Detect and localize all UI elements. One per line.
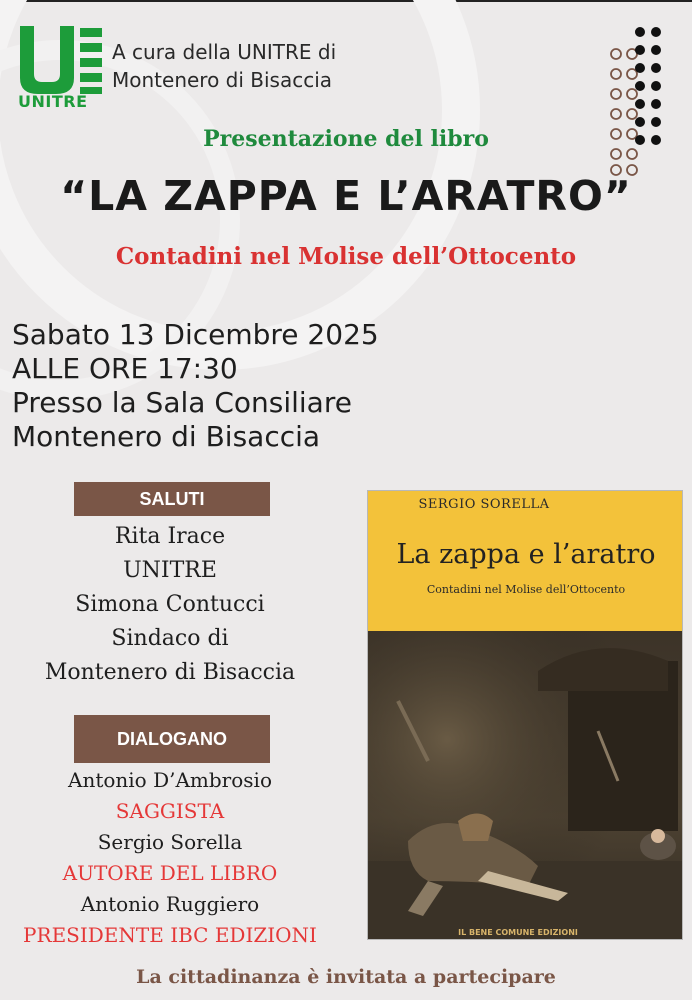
speaker-name: Antonio Ruggiero xyxy=(80,892,260,916)
event-time: ALLE ORE 17:30 xyxy=(12,352,238,385)
event-date: Sabato 13 Dicembre 2025 xyxy=(12,318,379,351)
saluti-label: SALUTI xyxy=(74,482,270,516)
speaker-role: PRESIDENTE IBC EDIZIONI xyxy=(23,923,317,947)
saluti-line: Montenero di Bisaccia xyxy=(44,660,296,685)
cover-title: La zappa e l’aratro xyxy=(396,539,656,570)
dialogano-list xyxy=(0,765,340,951)
logo-wordmark: UNITRE xyxy=(18,92,88,111)
invitation-footer: La cittadinanza è invitata a partecipare xyxy=(136,966,556,988)
curated-by xyxy=(112,38,336,94)
event-venue: Presso la Sala Consiliare xyxy=(12,386,352,419)
book-title: “LA ZAPPA E L’ARATRO” xyxy=(60,172,632,220)
cover-publisher: IL BENE COMUNE EDIZIONI xyxy=(458,928,578,937)
cover-painting-image xyxy=(368,631,683,940)
saluti-line: Rita Irace xyxy=(114,524,226,549)
book-cover xyxy=(367,490,683,940)
speaker-name: Sergio Sorella xyxy=(97,830,243,854)
saluti-line: Sindaco di xyxy=(111,626,229,651)
curated-line-1: A cura della UNITRE di xyxy=(112,40,337,64)
speaker-name: Antonio D’Ambrosio xyxy=(68,768,272,792)
speaker-role: AUTORE DEL LIBRO xyxy=(62,861,278,885)
presentation-intro: Presentazione del libro xyxy=(203,126,489,152)
book-subtitle: Contadini nel Molise dell’Ottocento xyxy=(115,243,577,270)
event-town: Montenero di Bisaccia xyxy=(12,420,321,453)
saluti-line: Simona Contucci xyxy=(75,592,265,617)
dialogano-label: DIALOGANO xyxy=(74,715,270,763)
event-details xyxy=(12,318,379,454)
speaker-role: SAGGISTA xyxy=(115,799,225,823)
cover-subtitle: Contadini nel Molise dell’Ottocento xyxy=(426,583,626,596)
top-border xyxy=(0,0,692,2)
saluti-line: UNITRE xyxy=(123,558,217,583)
cover-author: SERGIO SORELLA xyxy=(418,497,550,512)
saluti-list xyxy=(0,520,340,690)
curated-line-2: Montenero di Bisaccia xyxy=(112,68,333,92)
decorative-dots xyxy=(608,24,668,184)
